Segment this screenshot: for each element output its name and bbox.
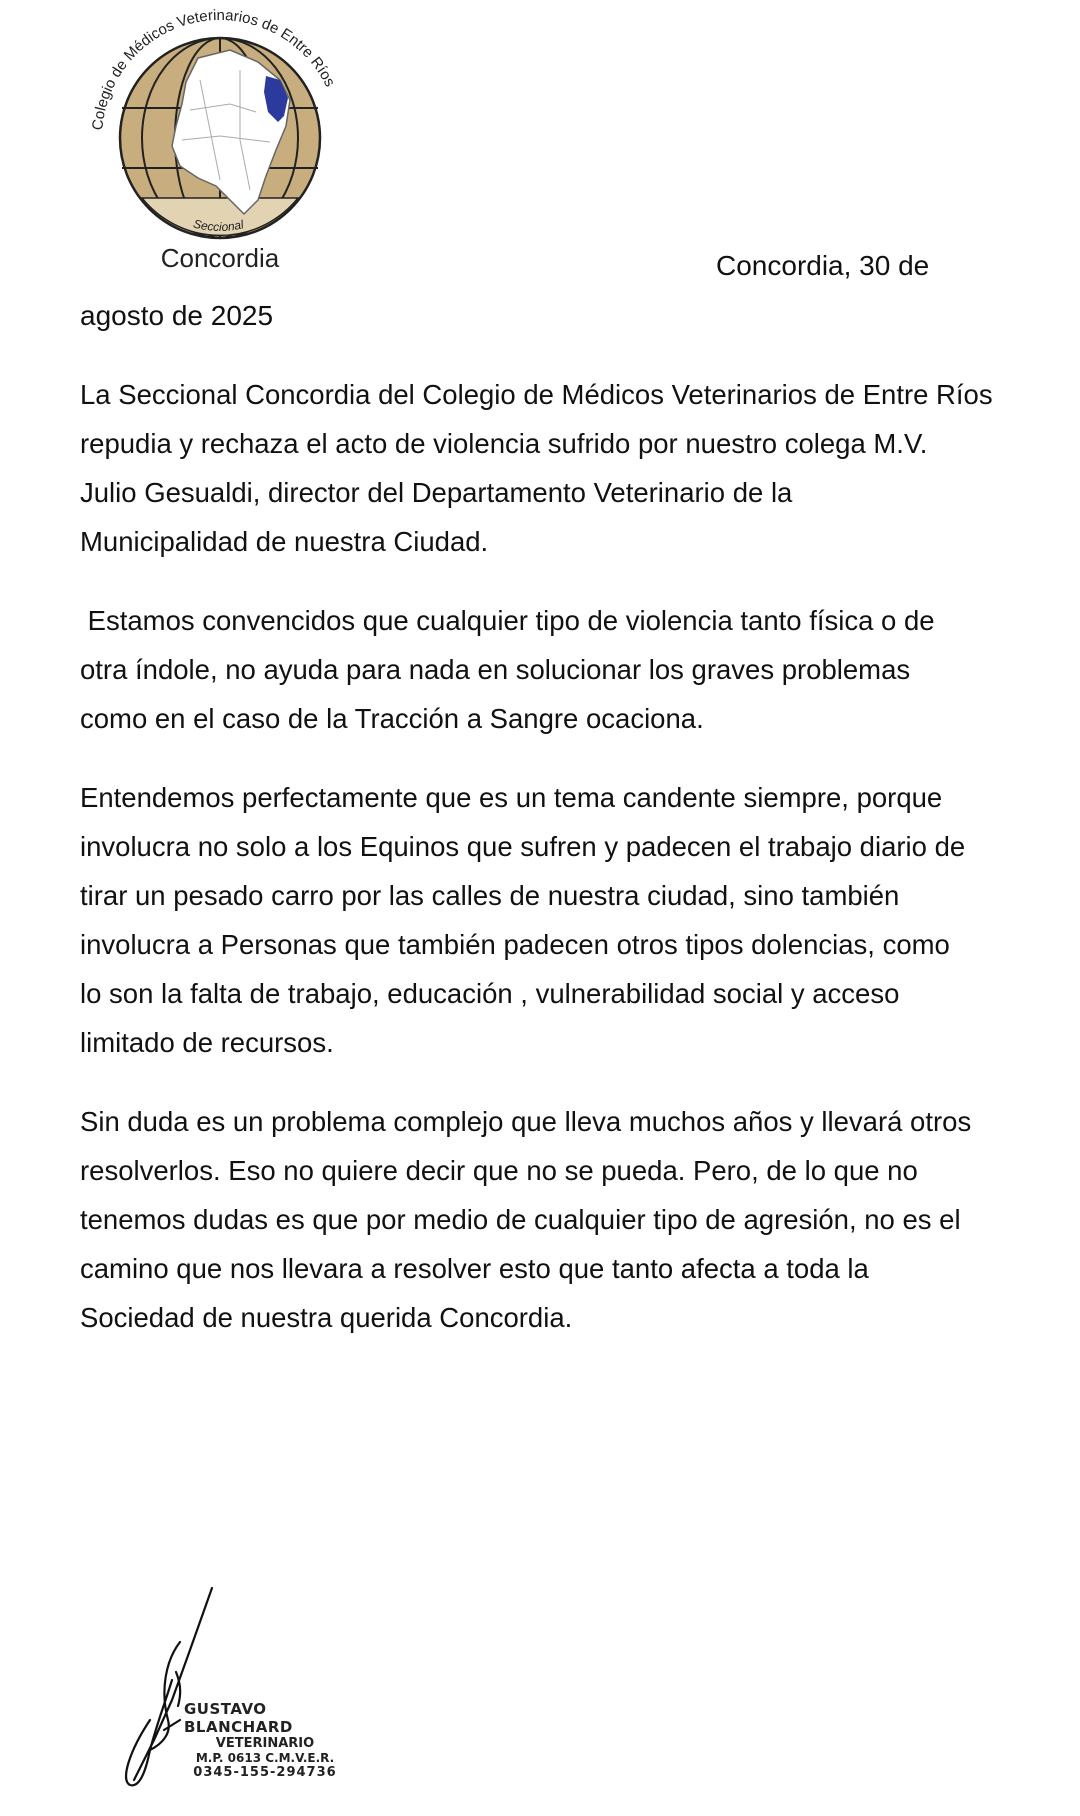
date-line-1: Concordia, 30 de: [716, 250, 930, 281]
stamp-title: VETERINARIO: [215, 1736, 315, 1751]
logo-arc-text: Colegio de Médicos Veterinarios de Entre Ríos: [89, 6, 339, 132]
letter-body: [80, 370, 1010, 1372]
paragraph-3: Entendemos perfectamente que es un tema candente siempre, porque involucra no solo a los Equinos que sufren y padecen el trabajo diario de tirar un pesado carro por las calles de nuestra ciudad, sino también involucra a Personas que también padecen otros tipos dolencias, como lo son la falta de trabajo, educación , vulnerabilidad social y acceso limitado de recursos.: [80, 782, 966, 1058]
paragraph-4: Sin duda es un problema complejo que lleva muchos años y llevará otros resolverlos. Eso no quiere decir que no se pueda. Pero, de lo que no tenemos dudas es que por medio de cualquier tipo de agresión, no es el camino que nos llevara a resolver esto que tanto afecta a toda la Sociedad de nuestra querida Concordia.: [80, 1106, 972, 1333]
stamp-registration: M.P. 0613 C.M.V.E.R.: [195, 1751, 335, 1765]
logo-seccional-label: Seccional: [191, 216, 245, 235]
date-line-2: agosto de 2025: [80, 300, 274, 331]
stamp-name: GUSTAVO BLANCHARD: [184, 1700, 293, 1736]
college-seal-icon: [80, 0, 360, 280]
college-logo: [80, 0, 360, 280]
paragraph-1: La Seccional Concordia del Colegio de Médicos Veterinarios de Entre Ríos repudia y rechaza el acto de violencia sufrido por nuestro colega M.V. Julio Gesualdi, director del Departamento Veterinario de la Municipalidad de nuestra Ciudad.: [80, 379, 993, 557]
stamp-phone: 0345-155-294736: [193, 1765, 337, 1780]
signature-stamp: [150, 1700, 380, 1780]
logo-city: Concordia: [160, 243, 280, 273]
paragraph-2: Estamos convencidos que cualquier tipo de violencia tanto física o de otra índole, no ayuda para nada en solucionar los graves problemas como en el caso de la Tracción a Sangre ocaciona.: [80, 605, 935, 734]
